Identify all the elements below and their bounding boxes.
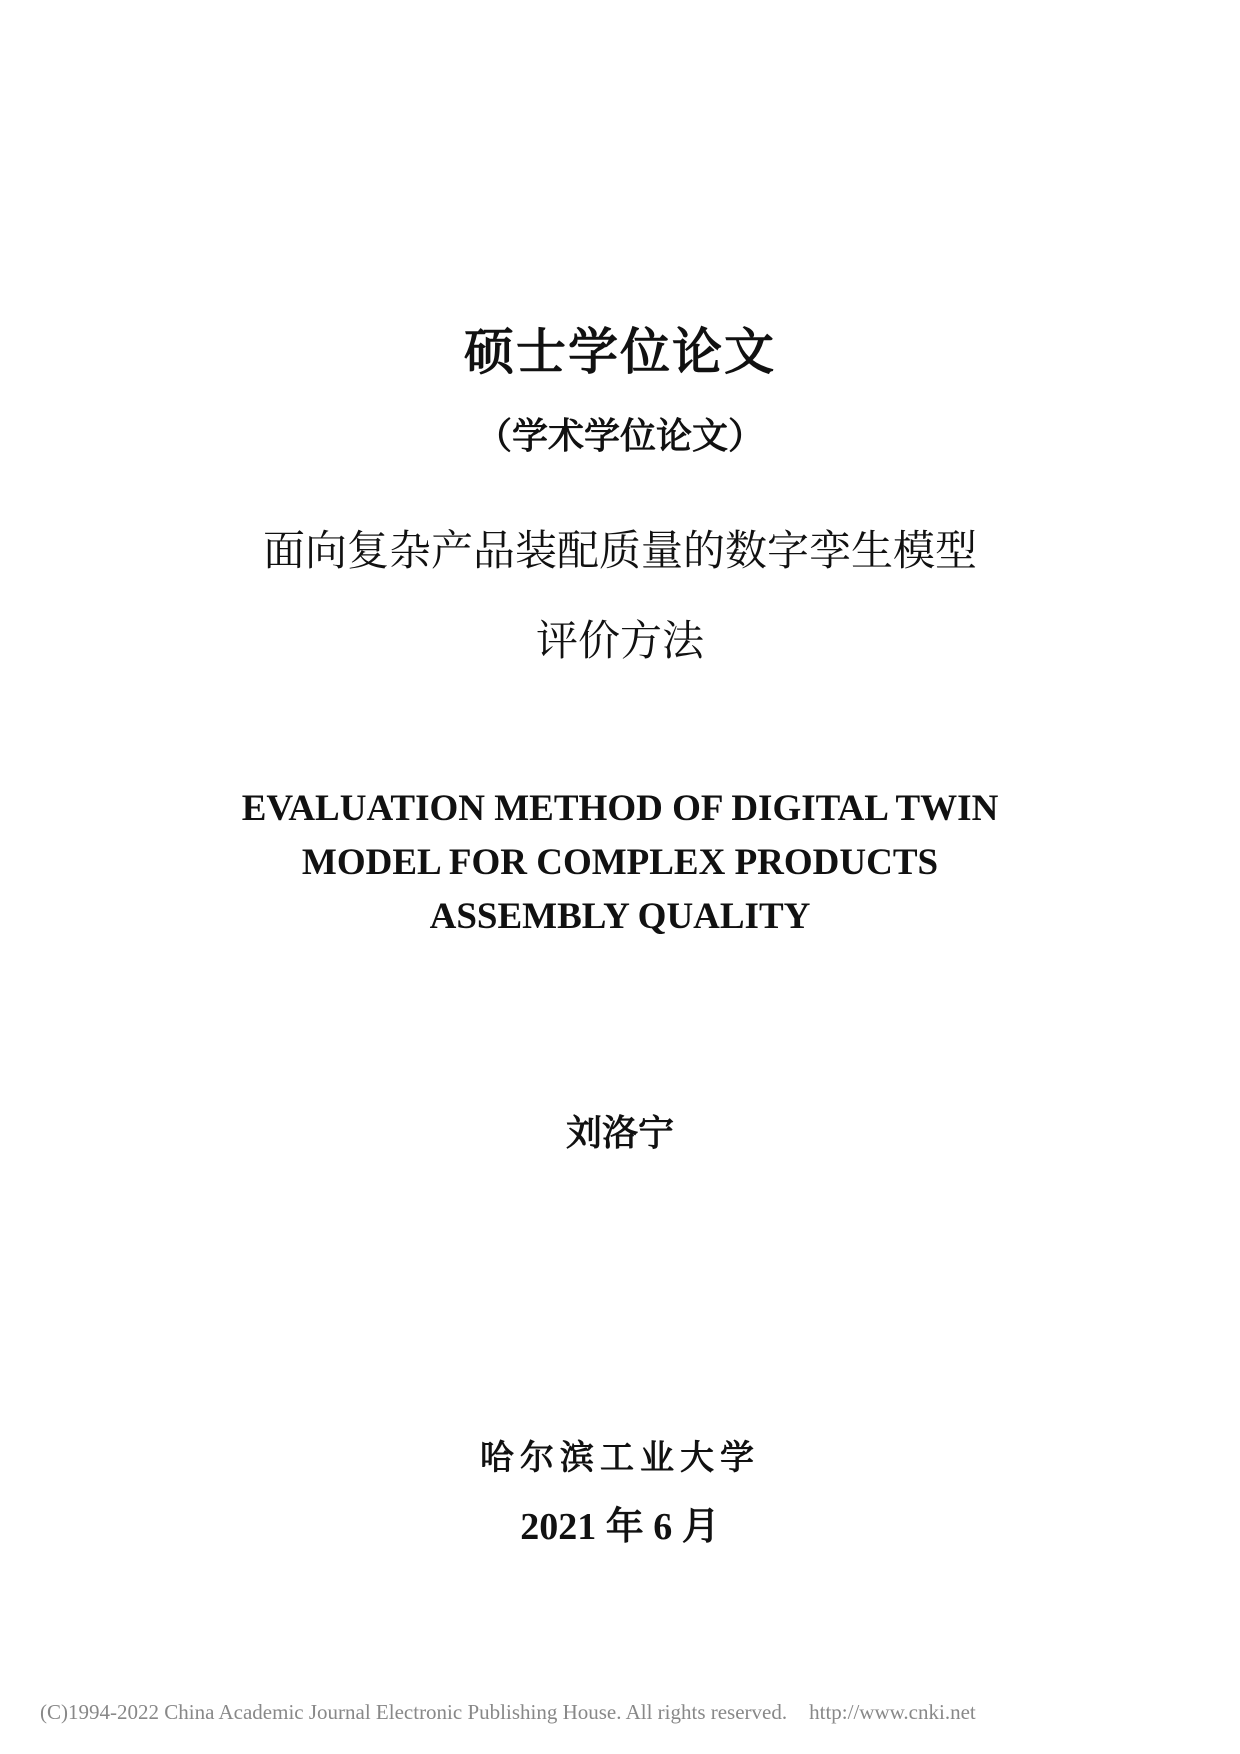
university-name: 哈尔滨工业大学 bbox=[480, 1438, 760, 1478]
submission-date: 2021 年 6 月 bbox=[520, 1506, 720, 1548]
thesis-title-chinese-line-2: 评价方法 bbox=[535, 616, 704, 665]
degree-heading: 硕士学位论文 bbox=[464, 323, 776, 381]
copyright-url[interactable]: http://www.cnki.net bbox=[809, 1700, 976, 1724]
thesis-title-chinese-line-1: 面向复杂产品装配质量的数字孪生模型 bbox=[262, 526, 977, 575]
thesis-title-english-line-2: MODEL FOR COMPLEX PRODUCTS bbox=[301, 842, 939, 883]
copyright-text: (C)1994-2022 China Academic Journal Electronic Publishing House. All rights reserved. bbox=[40, 1700, 788, 1724]
thesis-title-english-line-1: EVALUATION METHOD OF DIGITAL TWIN bbox=[241, 788, 999, 829]
copyright-footer bbox=[40, 1700, 976, 1725]
thesis-title-english bbox=[0, 790, 1240, 935]
thesis-title-chinese bbox=[0, 526, 1240, 665]
thesis-title-english-line-3: ASSEMBLY QUALITY bbox=[429, 896, 811, 937]
author-name: 刘洛宁 bbox=[565, 1113, 674, 1154]
degree-type: （学术学位论文） bbox=[475, 416, 764, 457]
